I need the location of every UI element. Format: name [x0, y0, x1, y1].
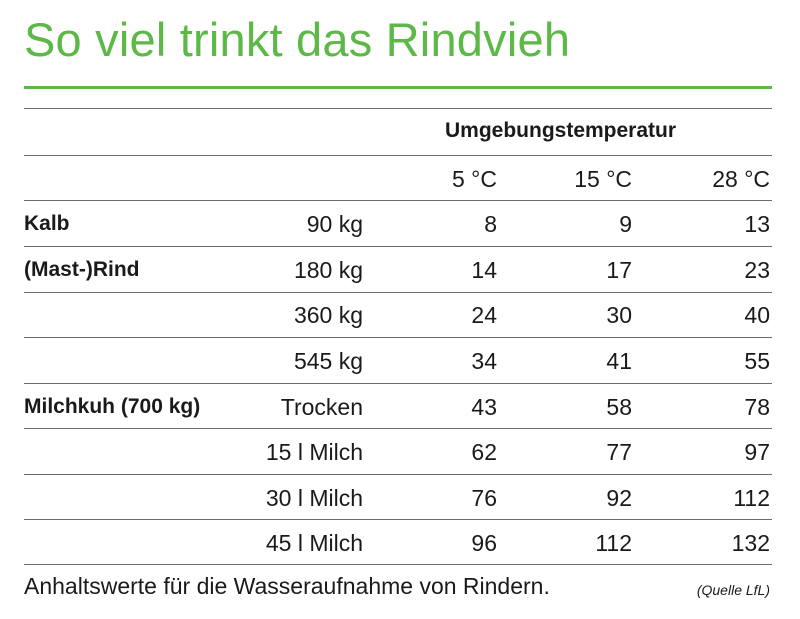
table-cell: 13: [744, 211, 770, 237]
table-cell: 112: [733, 485, 770, 511]
table-cell: 8: [484, 211, 497, 237]
table-caption: Anhaltswerte für die Wasseraufnahme von Rindern.: [24, 573, 550, 599]
table-cell: 92: [606, 485, 632, 511]
row-divider: [24, 337, 772, 338]
row-divider: [24, 383, 772, 384]
row-sublabel: 15 l Milch: [265, 439, 363, 465]
row-sublabel: 90 kg: [306, 211, 363, 237]
row-label: (Mast-)Rind: [24, 258, 140, 281]
table-cell: 9: [619, 211, 632, 237]
table-cell: 17: [606, 257, 632, 283]
column-header-15c: 15 °C: [574, 166, 632, 192]
table-cell: 24: [471, 302, 497, 328]
table-cell: 78: [744, 394, 770, 420]
row-divider: [24, 474, 772, 475]
table-cell: 23: [744, 257, 770, 283]
table-cell: 30: [606, 302, 632, 328]
column-group-header: Umgebungstemperatur: [445, 119, 677, 142]
table-cell: 96: [471, 530, 497, 556]
source-note: (Quelle LfL): [696, 582, 770, 598]
column-header-28c: 28 °C: [712, 166, 770, 192]
table-cell: 58: [606, 394, 632, 420]
table-cell: 41: [606, 348, 632, 374]
row-sublabel: 360 kg: [293, 302, 363, 328]
row-sublabel: 180 kg: [293, 257, 363, 283]
row-label: Kalb: [24, 212, 70, 235]
column-header-5c: 5 °C: [452, 166, 497, 192]
table-cell: 76: [471, 485, 497, 511]
table-cell: 40: [744, 302, 770, 328]
table-cell: 43: [471, 394, 497, 420]
row-divider: [24, 428, 772, 429]
row-sublabel: 545 kg: [293, 348, 363, 374]
row-sublabel: 45 l Milch: [265, 530, 363, 556]
columns-divider: [24, 200, 772, 201]
table-cell: 97: [744, 439, 770, 465]
row-divider: [24, 246, 772, 247]
header-divider: [24, 155, 772, 156]
table-cell: 55: [744, 348, 770, 374]
row-sublabel: 30 l Milch: [265, 485, 363, 511]
page-title: So viel trinkt das Rindvieh: [24, 13, 571, 66]
table-bottom-rule: [24, 564, 772, 565]
row-divider: [24, 292, 772, 293]
table-cell: 14: [471, 257, 497, 283]
table-cell: 77: [606, 439, 632, 465]
table-cell: 62: [471, 439, 497, 465]
title-underline: [24, 86, 772, 89]
row-divider: [24, 519, 772, 520]
table-cell: 132: [731, 530, 770, 556]
table-top-rule: [24, 108, 772, 109]
row-sublabel: Trocken: [280, 394, 363, 420]
table-cell: 34: [471, 348, 497, 374]
row-label: Milchkuh (700 kg): [24, 395, 201, 418]
table-cell: 112: [595, 530, 632, 556]
